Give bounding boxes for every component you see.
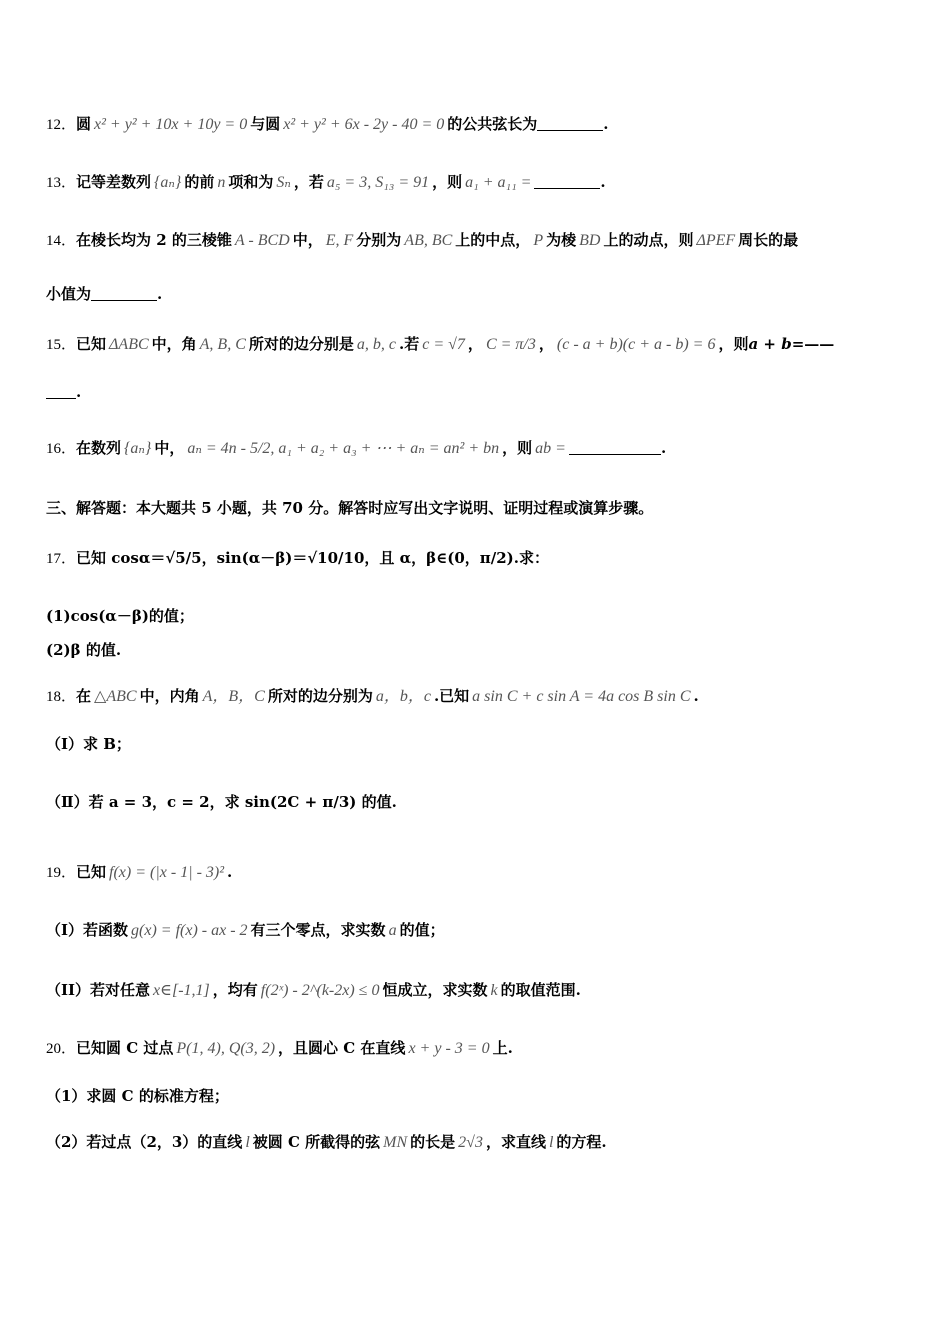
- question-12: 12．圆 x² + y² + 10x + 10y = 0 与圆 x² + y² + 6x - 2y - 40 = 0 的公共弦长为 .: [46, 115, 609, 133]
- question-18: 18．在 △ABC 中，内角 A，B，C 所对的边分别为 a，b，c .已知 a sin C + c sin A = 4a cos B sin C .: [46, 687, 699, 705]
- section-3-heading: 三、解答题：本大题共 5 小题，共 70 分。解答时应写出文字说明、证明过程或演算步骤。: [46, 499, 654, 517]
- question-14: 14．在棱长均为 2 的三棱锥 A - BCD 中， E, F 分别为 AB, BC 上的中点， P 为棱 BD 上的动点，则 ΔPEF 周长的最: [46, 231, 799, 249]
- circle-eq-2: x² + y² + 6x - 2y - 40 = 0: [283, 116, 445, 133]
- question-19: 19．已知 f(x) = (|x - 1| - 3)² .: [46, 863, 233, 881]
- question-16: 16．在数列 {aₙ} 中， aₙ = 4n - 5/2, a₁ + a₂ + a₃ + ⋯ + aₙ = an² + bn ，则 ab = .: [46, 439, 667, 457]
- question-15: 15．已知 ΔABC 中，角 A, B, C 所对的边分别是 a, b, c .若 c = √7 ， C = π/3 ， (c - a + b)(c + a - b) = 6 ，则a + b=——: [46, 335, 835, 353]
- question-17-part-1: (1)cos(α－β)的值；: [46, 607, 194, 625]
- question-13: 13．记等差数列 {aₙ} 的前 n 项和为 Sₙ ，若 a₅ = 3, S₁₃ = 91 ，则 a₁ + a₁₁ = .: [46, 173, 606, 191]
- circle-eq-1: x² + y² + 10x + 10y = 0: [94, 116, 248, 133]
- question-18-part-1: （Ⅰ）求 B；: [46, 735, 131, 753]
- answer-blank: [534, 174, 600, 189]
- question-19-part-2: （II）若对任意 x∈[-1,1] ，均有 f(2ˣ) - 2^(k-2x) ≤ 0 恒成立，求实数 k 的取值范围.: [46, 981, 581, 999]
- question-20-part-1: （1）求圆 C 的标准方程；: [46, 1087, 229, 1105]
- question-17: 17．已知 cosα＝√5/5，sin(α－β)＝√10/10，且 α，β∈(0，π/2).求：: [46, 549, 549, 567]
- question-14-cont: 小值为 .: [46, 285, 163, 303]
- answer-blank: [46, 384, 76, 399]
- question-18-part-2: （Ⅱ）若 a = 3，c = 2，求 sin(2C + π/3) 的值.: [46, 793, 397, 811]
- answer-blank: [537, 116, 603, 131]
- question-15-cont: .: [46, 380, 904, 404]
- question-20: 20．已知圆 C 过点 P(1, 4), Q(3, 2) ，且圆心 C 在直线 x + y - 3 = 0 上.: [46, 1039, 513, 1057]
- question-19-part-1: （I）若函数 g(x) = f(x) - ax - 2 有三个零点，求实数 a 的值；: [46, 921, 445, 939]
- answer-blank: [569, 440, 661, 455]
- answer-blank: [91, 286, 157, 301]
- question-20-part-2: （2）若过点（2，3）的直线 l 被圆 C 所截得的弦 MN 的长是 2√3 ，求直线 l 的方程.: [46, 1133, 607, 1151]
- question-17-part-2: (2)β 的值.: [46, 641, 122, 659]
